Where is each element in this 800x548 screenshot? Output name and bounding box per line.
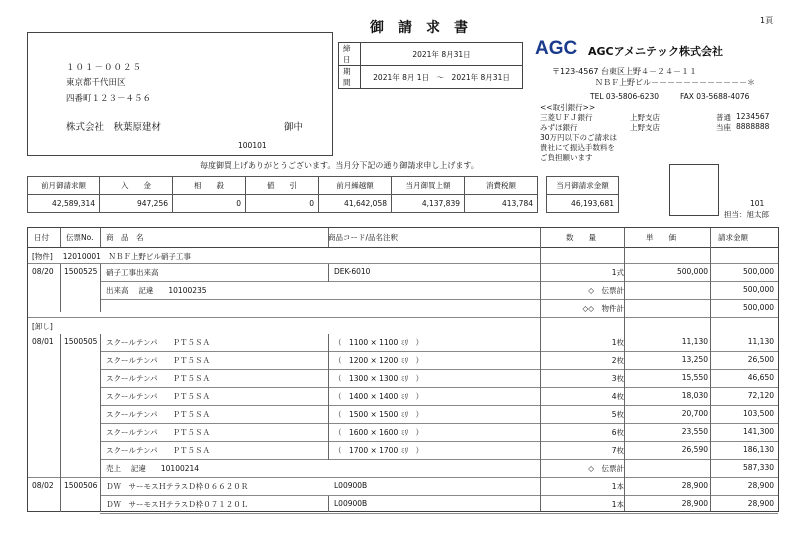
row-product-name: 売上 記違 10100214	[106, 464, 200, 473]
column-divider	[100, 334, 101, 512]
row-product-code: （ 1500 × 1500 ﾐﾘ ）	[334, 410, 424, 419]
summary-header: 消費税額	[465, 177, 538, 195]
banks-label: <<取引銀行>>	[540, 103, 596, 112]
row-quantity: 6枚	[611, 428, 624, 437]
column-divider	[60, 228, 61, 247]
row-product-code: DEK-6010	[334, 267, 371, 276]
column-divider	[328, 228, 329, 247]
row-date: 08/20	[32, 267, 54, 276]
row-product-name: 硝子工事出来高	[106, 268, 159, 277]
summary-value: 41,642,058	[319, 195, 392, 213]
bank-type-1: 普通	[716, 113, 731, 122]
summary-value: 4,137,839	[392, 195, 465, 213]
row-separator	[100, 513, 778, 514]
issuer-address-1: 〒123-4567 台東区上野４－２４－１１	[552, 67, 698, 76]
summary-value: 947,256	[100, 195, 173, 213]
issuer-address-2: ＮＢＦ上野ビル－－－－－－－－－－－－＊	[595, 78, 755, 87]
table-row	[28, 406, 778, 423]
column-divider	[710, 228, 711, 511]
row-product-code: （ 1200 × 1200 ﾐﾘ ）	[334, 356, 424, 365]
detail-header-date: 日付	[34, 233, 49, 242]
column-divider	[328, 264, 329, 282]
row-quantity: 1本	[611, 482, 624, 491]
row-amount: 103,500	[742, 409, 774, 418]
row-product-name: スクールテンパ ＰＴ５ＳＡ	[106, 428, 210, 437]
summary-value: 42,589,314	[28, 195, 100, 213]
row-product-name: 出来高 記違 10100235	[106, 286, 207, 295]
row-amount: 28,900	[747, 499, 774, 508]
row-product-code: L00900B	[334, 481, 368, 490]
summary-header: 相 殺	[173, 177, 246, 195]
summary-value: 46,193,681	[547, 195, 619, 213]
row-amount: 11,130	[747, 337, 774, 346]
column-divider	[60, 264, 61, 312]
row-slip-no: 1500506	[64, 481, 98, 490]
detail-header-code: 商品コード/品名注釈	[328, 233, 399, 242]
subtotal-row	[28, 300, 778, 317]
row-unit-price: 500,000	[676, 267, 708, 276]
row-amount: 587,330	[742, 463, 774, 472]
subtotal-row	[28, 460, 778, 477]
detail-header-amount: 請求金額	[718, 233, 748, 242]
row-unit-price: 28,900	[681, 499, 708, 508]
summary-header: 当月御請求金額	[547, 177, 619, 195]
detail-header-qty: 数 量	[566, 233, 596, 242]
contact-person: 担当：旭太郎	[724, 210, 769, 219]
issuer-fax: FAX 03-5688-4076	[680, 92, 750, 101]
row-unit-price: 15,550	[681, 373, 708, 382]
row-product-name: スクールテンパ ＰＴ５ＳＡ	[106, 446, 210, 455]
fee-note-1: 30万円以下のご請求は	[540, 133, 618, 142]
section-label: [物件] 12010001 ＮＢＦ上野ビル硝子工事	[32, 252, 191, 261]
column-divider	[328, 334, 329, 460]
table-row	[28, 442, 778, 459]
row-slip-no: 1500505	[64, 337, 98, 346]
billing-period-table	[338, 42, 523, 89]
fee-note-3: ご負担願います	[540, 153, 593, 162]
row-product-name: スクールテンパ ＰＴ５ＳＡ	[106, 338, 210, 347]
row-quantity: 4枚	[611, 392, 624, 401]
row-quantity: 1式	[611, 268, 624, 277]
row-date: 08/02	[32, 481, 54, 490]
row-product-name: スクールテンパ ＰＴ５ＳＡ	[106, 356, 210, 365]
summary-value: 0	[173, 195, 246, 213]
summary-table	[27, 176, 619, 213]
page-number: 1頁	[760, 16, 774, 25]
row-product-code: （ 1300 × 1300 ﾐﾘ ）	[334, 374, 424, 383]
column-divider	[100, 264, 101, 312]
detail-table	[27, 227, 779, 512]
row-amount: 26,500	[747, 355, 774, 364]
row-product-code: （ 1400 × 1400 ﾐﾘ ）	[334, 392, 424, 401]
recipient-postal: １０１－００２５	[66, 63, 143, 73]
bank-branch-2: 上野支店	[630, 123, 660, 132]
recipient-box	[27, 32, 333, 156]
section-label: [卸し]	[32, 322, 53, 331]
company-logo: AGC	[535, 38, 578, 59]
summary-header: 入 金	[100, 177, 173, 195]
row-amount: 72,120	[747, 391, 774, 400]
summary-header: 当月御買上額	[392, 177, 465, 195]
summary-header: 前月繰越額	[319, 177, 392, 195]
greeting-text: 毎度御買上げありがとうございます。当月分下記の通り御請求申し上げます。	[200, 161, 479, 170]
period-value: 2021年 8月 1日 ～ 2021年 8月31日	[361, 66, 523, 89]
table-row	[28, 388, 778, 405]
issuer-company-name: AGCアメニテック株式会社	[588, 45, 723, 58]
summary-value: 0	[246, 195, 319, 213]
detail-header-slip: 伝票No.	[66, 233, 94, 242]
summary-value: 413,784	[465, 195, 538, 213]
row-quantity: 2枚	[611, 356, 624, 365]
table-row	[28, 352, 778, 369]
row-product-code: L00900B	[334, 499, 368, 508]
issuer-tel: TEL 03-5806-6230	[590, 92, 660, 101]
period-label: 期間	[339, 66, 361, 89]
closing-date-label: 締日	[339, 43, 361, 66]
row-unit-price: 28,900	[681, 481, 708, 490]
section-row	[28, 318, 778, 335]
row-product-name: スクールテンパ ＰＴ５ＳＡ	[106, 392, 210, 401]
recipient-name: 株式会社 秋葉原建材	[66, 122, 162, 133]
column-divider	[60, 334, 61, 512]
table-row	[28, 370, 778, 387]
recipient-honorific: 御中	[284, 122, 304, 133]
bank-type-2: 当座	[716, 123, 731, 132]
bank-number-2: 8888888	[736, 122, 770, 131]
row-product-name: スクールテンパ ＰＴ５ＳＡ	[106, 374, 210, 383]
detail-header-name: 商 品 名	[106, 233, 144, 242]
row-quantity: 1枚	[611, 338, 624, 347]
column-divider	[100, 228, 101, 247]
row-slip-no: 1500525	[64, 267, 98, 276]
column-divider	[540, 228, 541, 511]
row-quantity: ◇◇ 物件計	[582, 304, 624, 313]
row-product-name: ＤＷ サーモスＨテラスＤ枠０７１２０Ｌ	[106, 500, 249, 509]
row-unit-price: 23,550	[681, 427, 708, 436]
table-row	[28, 334, 778, 351]
contact-code: 101	[750, 199, 765, 208]
row-unit-price: 26,590	[681, 445, 708, 454]
row-product-code: （ 1100 × 1100 ﾐﾘ ）	[334, 338, 424, 347]
summary-header: 前月御請求額	[28, 177, 100, 195]
detail-header	[28, 228, 778, 248]
stamp-box	[669, 164, 719, 216]
bank-name-2: みずほ銀行	[540, 123, 578, 132]
subtotal-row	[28, 282, 778, 299]
invoice-title: 御請求書	[370, 20, 482, 36]
fee-note-2: 貴社にて振込手数料を	[540, 143, 615, 152]
column-divider	[624, 228, 625, 511]
recipient-address-1: 東京都千代田区	[66, 78, 126, 88]
row-unit-price: 18,030	[681, 391, 708, 400]
row-quantity: ◇ 伝票計	[588, 464, 624, 473]
summary-header: 値 引	[246, 177, 319, 195]
row-quantity: 3枚	[611, 374, 624, 383]
row-quantity: ◇ 伝票計	[588, 286, 624, 295]
table-row	[28, 424, 778, 441]
row-product-code: （ 1700 × 1700 ﾐﾘ ）	[334, 446, 424, 455]
row-unit-price: 20,700	[681, 409, 708, 418]
bank-name-1: 三菱ＵＦＪ銀行	[540, 113, 593, 122]
row-unit-price: 13,250	[681, 355, 708, 364]
row-amount: 28,900	[747, 481, 774, 490]
table-row	[28, 496, 778, 513]
row-unit-price: 11,130	[681, 337, 708, 346]
bank-branch-1: 上野支店	[630, 113, 660, 122]
table-row	[28, 478, 778, 495]
row-quantity: 7枚	[611, 446, 624, 455]
row-product-name: スクールテンパ ＰＴ５ＳＡ	[106, 410, 210, 419]
closing-date-value: 2021年 8月31日	[361, 43, 523, 66]
row-amount: 500,000	[742, 285, 774, 294]
row-amount: 141,300	[742, 427, 774, 436]
column-divider	[328, 496, 329, 512]
row-quantity: 1本	[611, 500, 624, 509]
row-product-name: ＤＷ サーモスＨテラスＤ枠０６６２０Ｒ	[106, 482, 249, 491]
row-amount: 186,130	[742, 445, 774, 454]
row-date: 08/01	[32, 337, 54, 346]
row-amount: 46,650	[747, 373, 774, 382]
recipient-address-2: 四番町１２３－４５６	[66, 94, 152, 104]
row-amount: 500,000	[742, 267, 774, 276]
row-amount: 500,000	[742, 303, 774, 312]
table-row	[28, 264, 778, 281]
detail-header-price: 単 価	[646, 233, 676, 242]
row-product-code: （ 1600 × 1600 ﾐﾘ ）	[334, 428, 424, 437]
recipient-code: 100101	[238, 141, 267, 150]
bank-number-1: 1234567	[736, 112, 770, 121]
row-quantity: 5枚	[611, 410, 624, 419]
